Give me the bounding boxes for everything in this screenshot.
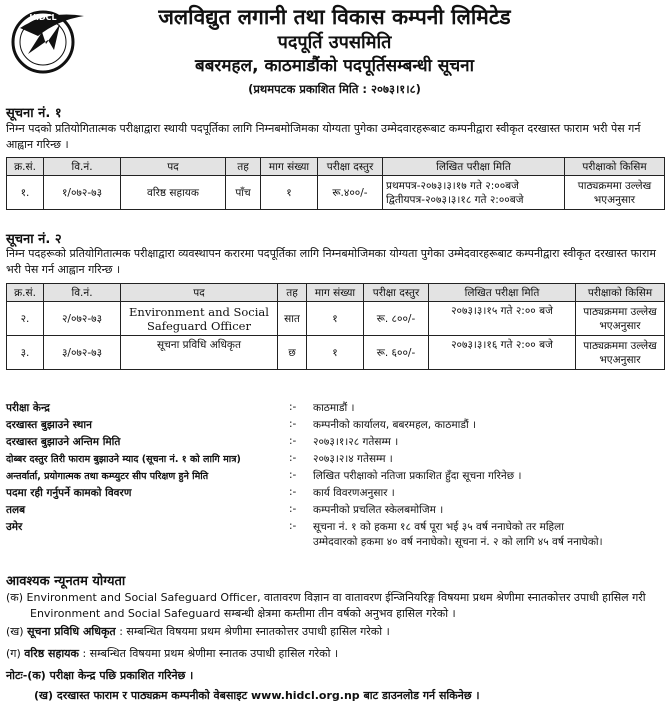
col-adv-no: वि.नं.	[44, 284, 121, 302]
details-list	[6, 401, 666, 554]
detail-label: तलब	[6, 504, 26, 516]
cell-exam-type	[576, 302, 665, 336]
cell-post	[121, 302, 278, 336]
cell-adv-no: २/०७२-७३	[44, 302, 121, 336]
detail-label: दोब्बर दस्तुर तिरी फाराम बुझाउने म्याद (सूचना नं. १ को लागि मात्र)	[6, 454, 241, 465]
detail-value: २०७३।२।४ गतेसम्म ।	[313, 453, 393, 465]
detail-value	[313, 520, 663, 550]
table-row	[7, 176, 665, 210]
cell-sn: ३.	[7, 336, 44, 370]
detail-label: अन्तर्वार्ता, प्रयोगात्मक तथा कम्प्युटर सीप परिक्षण हुने मिति	[6, 471, 209, 482]
col-exam-date: लिखित परीक्षा मिति	[383, 158, 565, 176]
cell-count: १	[307, 302, 364, 336]
age-line2: उम्मेदवारको हकमा ४० वर्ष ननाघेको। सूचना नं. २ को लागि ४५ वर्ष ननाघेको।	[313, 536, 603, 548]
detail-row	[6, 469, 666, 486]
cell-count: १	[261, 176, 318, 210]
detail-label: उमेर	[6, 521, 23, 533]
cell-adv-no: १/०७२-७३	[44, 176, 121, 210]
qual-title: वरिष्ठ सहायक	[24, 647, 80, 660]
cell-sn: १.	[7, 176, 44, 210]
qual-marker: (ग)	[6, 647, 21, 660]
col-fee: परीक्षा दस्तुर	[318, 158, 383, 176]
detail-separator: :-	[289, 401, 297, 413]
note-prefix: नोटः-	[6, 669, 28, 682]
post-line2: Safeguard Officer	[147, 318, 251, 333]
notice1-heading: सूचना नं. १	[6, 106, 62, 121]
col-post: पद	[121, 284, 278, 302]
cell-level: छ	[278, 336, 307, 370]
detail-separator: :-	[289, 469, 297, 481]
col-exam-type: परीक्षाको किसिम	[565, 158, 665, 176]
table-row	[7, 336, 665, 370]
note-marker: (ख)	[34, 689, 54, 702]
detail-row	[6, 418, 666, 435]
cell-level: सात	[278, 302, 307, 336]
col-level: तह	[226, 158, 261, 176]
col-fee: परीक्षा दस्तुर	[364, 284, 429, 302]
cell-sn: २.	[7, 302, 44, 336]
post-line1: सूचना प्रविधि अधिकृत	[157, 339, 241, 351]
col-sn: क्र.सं.	[7, 158, 44, 176]
note-item	[6, 688, 666, 704]
qual-text-line2: Environment and Social Safeguard सम्बन्धी क्षेत्रमा कम्तीमा तीन वर्षको अनुभव हासिल गरेको ।	[30, 607, 456, 620]
age-line1: सूचना नं. १ को हकमा १८ वर्ष पूरा भई ३५ वर्ष ननाघेको तर महिला	[313, 521, 564, 533]
col-exam-type: परीक्षाको किसिम	[576, 284, 665, 302]
notice1-table	[6, 157, 665, 210]
detail-row	[6, 520, 666, 554]
exam-date-paper2: द्वितीयपत्र-२०७३।३।१८ गते २:००बजे	[386, 193, 524, 206]
col-sn: क्र.सं.	[7, 284, 44, 302]
exam-type-line2: भएअनुसार	[593, 193, 636, 206]
cell-fee: रू. ६००/-	[364, 336, 429, 370]
table-header-row	[7, 158, 665, 176]
note-text: दरखास्त फाराम र पाठ्यक्रम कम्पनीको वेबसाइट www.hidcl.org.np बाट डाउनलोड गर्न सकिनेछ ।	[56, 689, 480, 702]
cell-exam-date: २०७३।३।१५ गते २:०० बजे	[429, 302, 576, 336]
col-level: तह	[278, 284, 307, 302]
cell-exam-type	[576, 336, 665, 370]
notice1-intro: निम्न पदको प्रतियोगितात्मक परीक्षाद्वारा स्थायी पदपूर्तिका लागि निम्नबमोजिमका योग्यता पुगेका उम्मेदवारहरूबाट कम्पनीद्वारा स्वीकृत दरखास्त फाराम भरी पेस गर्न आह्वान गरिन्छ ।	[6, 122, 641, 151]
detail-row	[6, 452, 666, 469]
exam-date-paper1: प्रथमपत्र-२०७३।३।१७ गते २:००बजे	[386, 179, 519, 192]
exam-type-line1: पाठ्यक्रममा उल्लेख	[583, 339, 657, 352]
detail-value: कार्य विवरणअनुसार ।	[313, 487, 395, 499]
detail-value: लिखित परीक्षाको नतिजा प्रकाशित हुँदा सूचना गरिनेछ ।	[313, 470, 522, 482]
exam-type-line2: भएअनुसार	[599, 353, 641, 366]
qual-marker: (ख)	[6, 625, 24, 638]
notice2-intro: निम्न पदहरूको प्रतियोगितात्मक परीक्षाद्वारा व्यवस्थापन करारमा पदपूर्तिका लागि निम्नबमोजिमका योग्यता पुगेका उम्मेदवारहरूबाट कम्पनीद्वारा स्वीकृत दरखास्त फाराम भरी पेस गर्न आह्वान गरिन्छ ।	[6, 247, 656, 276]
exam-type-line2: भएअनुसार	[599, 319, 641, 332]
cell-post	[121, 336, 278, 370]
note-item	[6, 668, 666, 684]
detail-value: कम्पनीको प्रचलित स्केलबमोजिम ।	[313, 504, 444, 516]
table-row	[7, 302, 665, 336]
detail-separator: :-	[289, 503, 297, 515]
cell-exam-type	[565, 176, 665, 210]
notice-title: बबरमहल, काठमाडौंको पदपूर्तिसम्बन्धी सूचना	[194, 56, 474, 76]
detail-label: दरखास्त बुझाउने अन्तिम मिति	[6, 436, 121, 448]
detail-separator: :-	[289, 486, 297, 498]
detail-separator: :-	[289, 452, 297, 464]
col-adv-no: वि.नं.	[44, 158, 121, 176]
col-post: पद	[121, 158, 226, 176]
notice2-heading: सूचना नं. २	[6, 232, 62, 247]
qualifications-heading: आवश्यक न्यूनतम योग्यता	[6, 574, 126, 589]
qual-text: : सम्बन्धित विषयमा प्रथम श्रेणीमा स्नातकोत्तर उपाधी हासिल गरेको ।	[119, 625, 390, 638]
notice2-table	[6, 283, 665, 370]
qual-marker: (क)	[6, 591, 24, 604]
detail-label: परीक्षा केन्द्र	[6, 402, 50, 414]
cell-exam-date	[383, 176, 565, 210]
detail-separator: :-	[289, 520, 297, 532]
cell-count: १	[307, 336, 364, 370]
col-count: माग संख्या	[307, 284, 364, 302]
qual-title: सूचना प्रविधि अधिकृत	[27, 625, 116, 638]
col-exam-date: लिखित परीक्षा मिति	[429, 284, 576, 302]
detail-separator: :-	[289, 435, 297, 447]
detail-value: कम्पनीको कार्यालय, बबरमहल, काठमाडौं ।	[313, 419, 476, 431]
committee-title: पदपूर्ति उपसमिति	[277, 32, 392, 53]
detail-row	[6, 503, 666, 520]
detail-separator: :-	[289, 418, 297, 430]
detail-row	[6, 486, 666, 503]
cell-exam-date: २०७३।३।१६ गते २:०० बजे	[429, 336, 576, 370]
qualification-item	[6, 646, 666, 662]
detail-label: पदमा रही गर्नुपर्ने कामको विवरण	[6, 487, 132, 499]
published-date: (प्रथमपटक प्रकाशित मिति : २०७३।१।८)	[248, 82, 421, 96]
cell-adv-no: ३/०७२-७३	[44, 336, 121, 370]
exam-type-line1: पाठ्यक्रममा उल्लेख	[583, 305, 657, 318]
logo-text: HIDCL	[29, 13, 57, 22]
cell-fee: रू. ८००/-	[364, 302, 429, 336]
organization-name: जलविद्युत लगानी तथा विकास कम्पनी लिमिटेड	[158, 5, 511, 29]
qualification-item	[6, 624, 666, 640]
note-marker: (क)	[27, 669, 46, 682]
note-text: परीक्षा केन्द्र पछि प्रकाशित गरिनेछ ।	[49, 669, 194, 682]
post-line1: Environment and Social	[129, 304, 269, 319]
detail-row	[6, 401, 666, 418]
detail-value: २०७३।१।२८ गतेसम्म ।	[313, 436, 399, 448]
detail-row	[6, 435, 666, 452]
qual-text: : सम्बन्धित विषयमा प्रथम श्रेणीमा स्नातक उपाधी हासिल गरेको ।	[82, 647, 339, 660]
qual-text: Environment and Social Safeguard Officer, वातावरण विज्ञान वा वातावरण ईन्जिनियरिङ्ग विषयमा प्रथम श्रेणीमा स्नातकोत्तर उपाधी हासिल गरी	[26, 591, 646, 604]
cell-fee: रू.४००/-	[318, 176, 383, 210]
cell-level: पाँच	[226, 176, 261, 210]
table-header-row	[7, 284, 665, 302]
detail-label: दरखास्त बुझाउने स्थान	[6, 419, 92, 431]
col-count: माग संख्या	[261, 158, 318, 176]
qualification-item	[6, 590, 666, 622]
cell-post: वरिष्ठ सहायक	[121, 176, 226, 210]
detail-value: काठमाडौं ।	[313, 402, 355, 414]
exam-type-line1: पाठ्यक्रममा उल्लेख	[577, 179, 652, 192]
